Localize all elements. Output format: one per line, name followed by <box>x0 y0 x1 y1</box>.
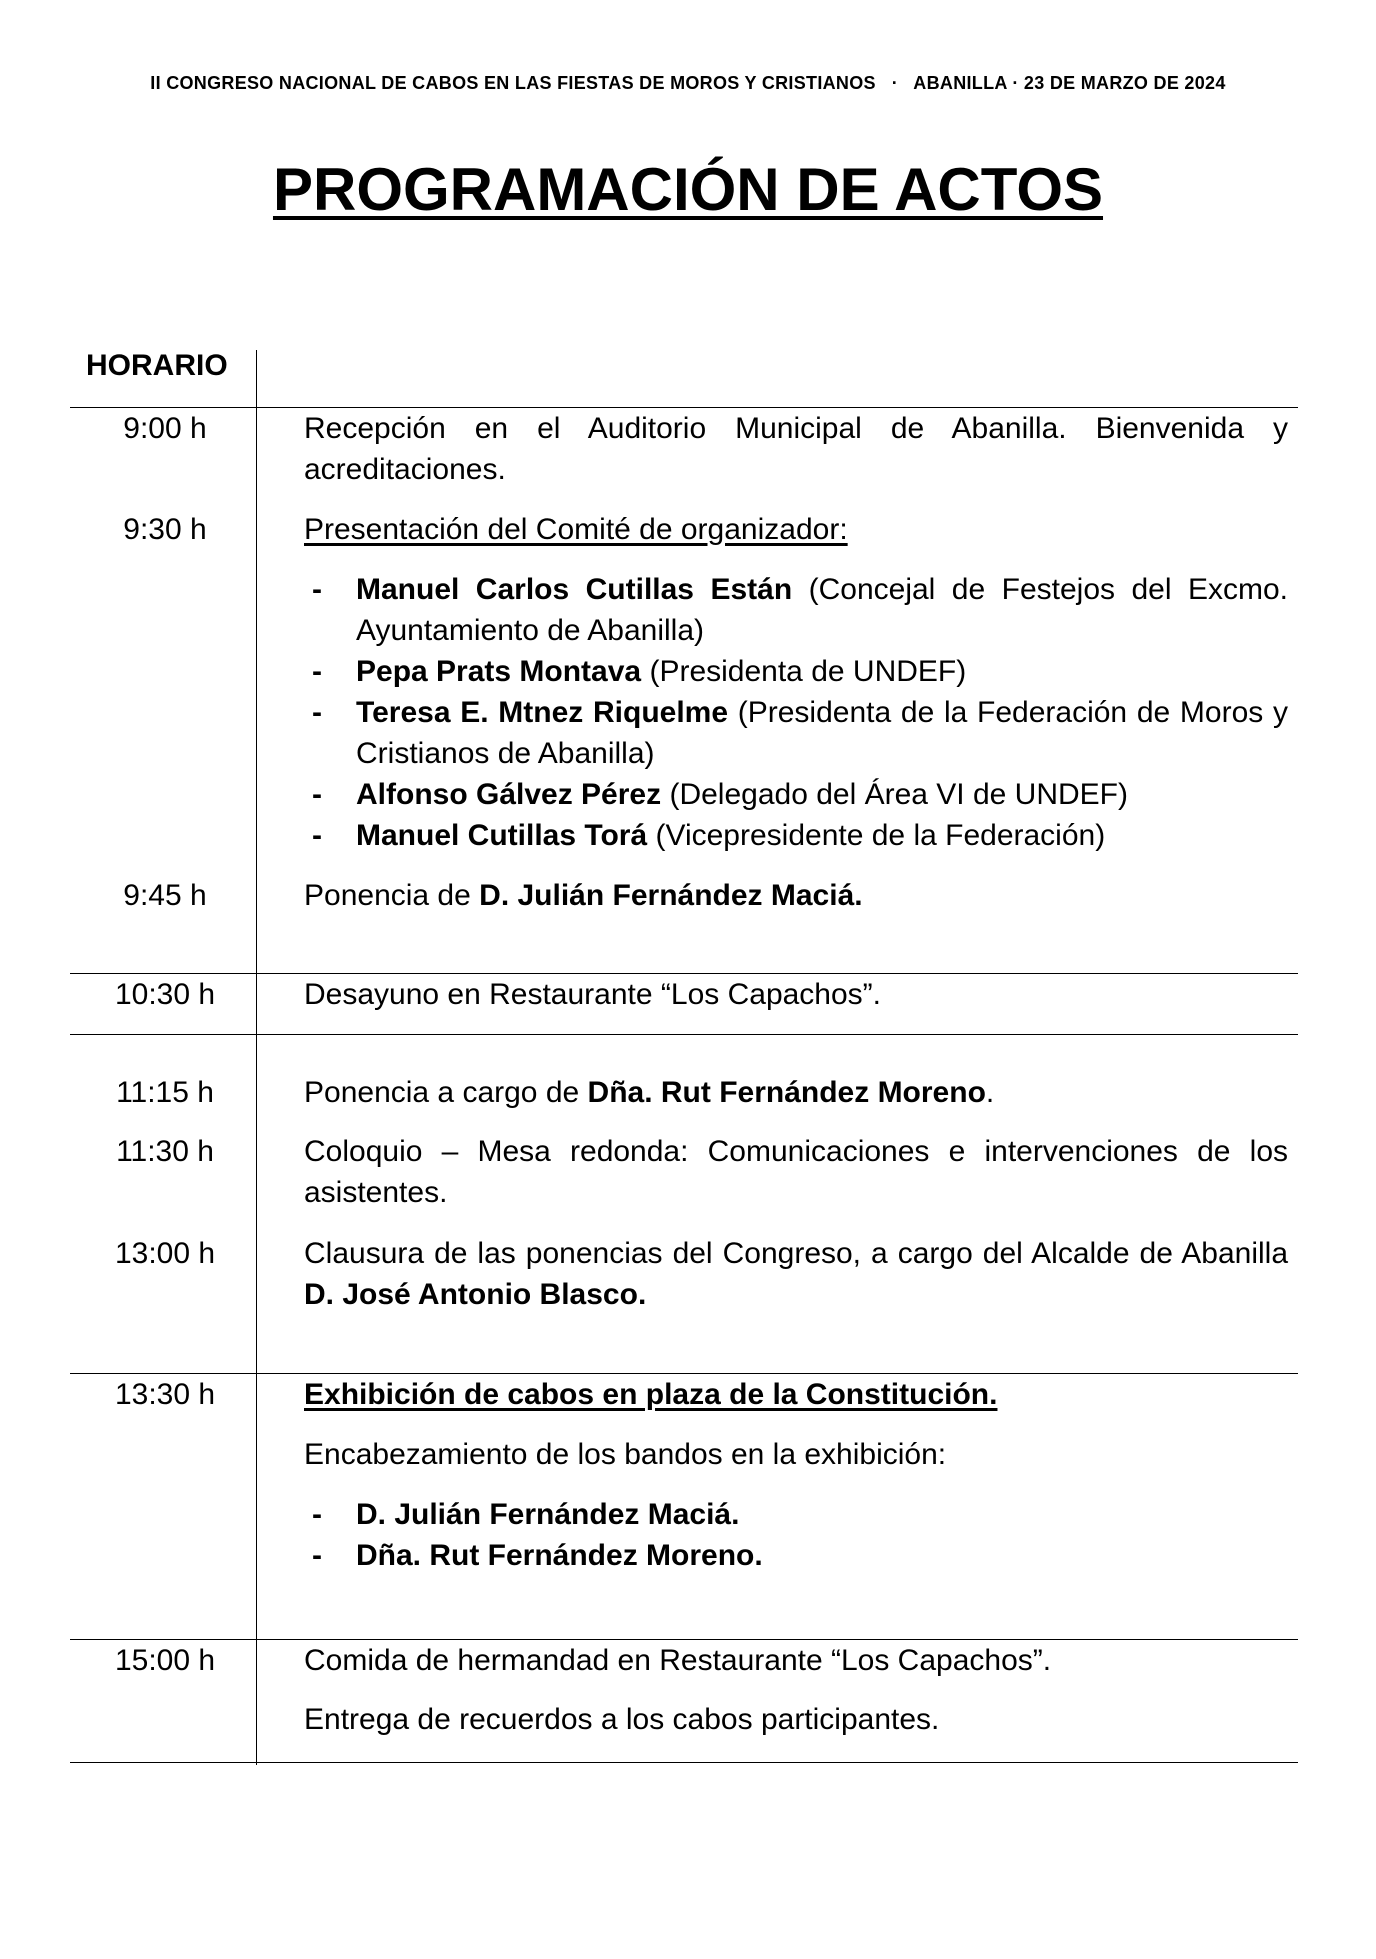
committee-member: Teresa E. Mtnez Riquelme (Presidenta de la Federación de Moros y Cristianos de Abanilla) <box>356 696 1288 770</box>
committee-member: Manuel Cutillas Torá (Vicepresidente de la Federación) <box>356 819 1106 852</box>
event-text: Comida de hermandad en Restaurante “Los Capachos”. <box>304 1644 1052 1677</box>
bullet: - <box>312 1539 322 1572</box>
column-divider <box>256 350 257 1765</box>
event-text: Clausura de las ponencias del Congreso, a cargo del Alcalde de Abanilla D. José Antonio Blasco. <box>304 1237 1288 1311</box>
bullet: - <box>312 696 322 729</box>
committee-member: Manuel Carlos Cutillas Están (Concejal de Festejos del Excmo. Ayuntamiento de Abanilla) <box>356 573 1288 647</box>
header-separator: · <box>891 73 899 93</box>
column-header-horario: HORARIO <box>86 349 228 382</box>
committee-member: Alfonso Gálvez Pérez (Delegado del Área VI de UNDEF) <box>356 778 1128 811</box>
row-divider <box>70 1762 1298 1763</box>
band-leader: Dña. Rut Fernández Moreno. <box>356 1539 763 1572</box>
event-text: Ponencia de D. Julián Fernández Maciá. <box>304 879 863 912</box>
event-title: Exhibición de cabos en plaza de la Constitución. <box>304 1378 998 1411</box>
event-text: Presentación del Comité de organizador: <box>304 513 848 546</box>
event-text: Encabezamiento de los bandos en la exhibición: <box>304 1438 947 1471</box>
congress-name: II CONGRESO NACIONAL DE CABOS EN LAS FIESTAS DE MOROS Y CRISTIANOS <box>150 73 876 93</box>
time-label: 10:30 h <box>114 978 216 1011</box>
time-label: 13:30 h <box>114 1378 216 1411</box>
bullet: - <box>312 819 322 852</box>
document-header <box>0 73 1376 94</box>
time-label: 9:30 h <box>123 513 207 546</box>
time-label: 15:00 h <box>114 1644 216 1677</box>
bullet: - <box>312 655 322 688</box>
committee-member: Pepa Prats Montava (Presidenta de UNDEF) <box>356 655 967 688</box>
band-leader: D. Julián Fernández Maciá. <box>356 1498 740 1531</box>
bullet: - <box>312 778 322 811</box>
bullet: - <box>312 1498 322 1531</box>
bullet: - <box>312 573 322 606</box>
place-date: ABANILLA · 23 DE MARZO DE 2024 <box>913 73 1226 93</box>
row-divider <box>70 1034 1298 1035</box>
time-label: 9:00 h <box>123 412 207 445</box>
event-text: Coloquio – Mesa redonda: Comunicaciones e intervenciones de los asistentes. <box>304 1135 1288 1209</box>
event-text: Entrega de recuerdos a los cabos participantes. <box>304 1703 940 1736</box>
time-label: 13:00 h <box>114 1237 216 1270</box>
event-text: Ponencia a cargo de Dña. Rut Fernández Moreno. <box>304 1076 995 1109</box>
time-label: 11:30 h <box>116 1135 214 1168</box>
time-label: 9:45 h <box>123 879 207 912</box>
event-text: Recepción en el Auditorio Municipal de Abanilla. Bienvenida y acreditaciones. <box>304 412 1288 486</box>
time-label: 11:15 h <box>116 1076 214 1109</box>
page-title: PROGRAMACIÓN DE ACTOS <box>272 156 1104 223</box>
event-text: Desayuno en Restaurante “Los Capachos”. <box>304 978 882 1011</box>
